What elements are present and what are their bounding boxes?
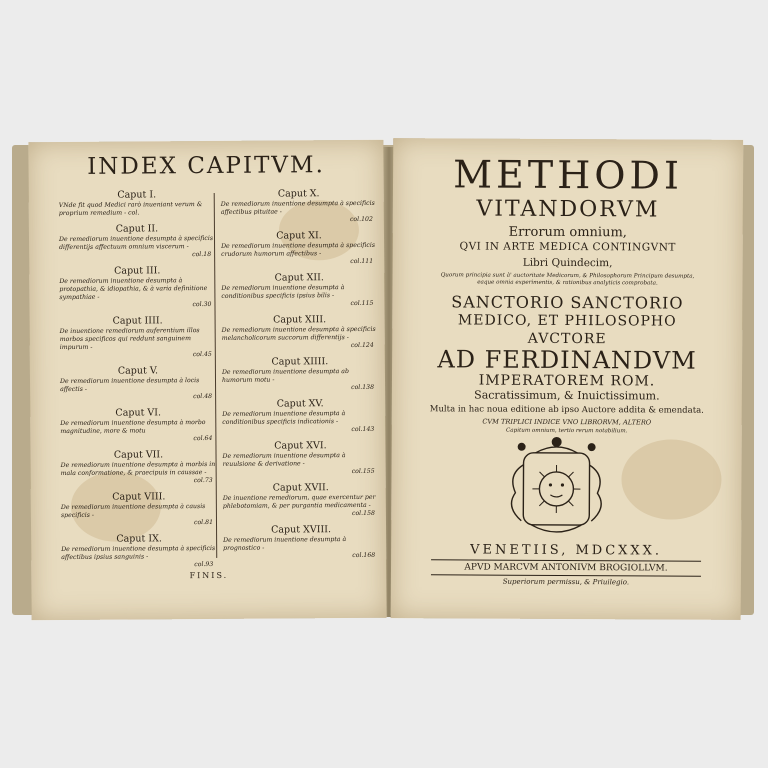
- chapter-column-ref: col.124: [350, 341, 374, 349]
- chapter-heading: Caput XVI.: [274, 440, 327, 452]
- chapter-column-ref: col.45: [192, 350, 212, 359]
- subtitle-libri: Libri Quindecim,: [522, 256, 613, 270]
- chapter-column-ref: col.102: [349, 215, 373, 224]
- chapter-heading: Caput XII.: [274, 272, 324, 284]
- chapter-heading: Caput VI.: [115, 407, 162, 419]
- chapter-column-ref: col.48: [193, 392, 213, 401]
- chapter-column-ref: col.115: [350, 299, 374, 307]
- page-stain: [621, 439, 721, 520]
- left-page-index: [28, 140, 386, 620]
- chapter-heading: Caput XIIII.: [271, 356, 329, 368]
- title-methodi: METHODI: [453, 152, 684, 198]
- chapter-entry-text: De remediorum inuentione desumpta à conditionibus specificis indicationis -: [222, 410, 346, 426]
- imprint-printer: APVD MARCVM ANTONIVM BROGIOLLVM.: [464, 562, 668, 574]
- dedication-imperatorem: IMPERATOREM ROM.: [478, 372, 656, 390]
- open-book: [12, 135, 754, 625]
- chapter-heading: Caput VIII.: [112, 491, 166, 503]
- index-note-2: Capitum omnium, tertio rerum notabilium.: [506, 427, 628, 435]
- chapter-heading: Caput II.: [115, 223, 159, 235]
- chapter-entry: [223, 452, 381, 477]
- title-vitandorum: VITANDORVM: [476, 196, 660, 223]
- subtitle-errorum: Errorum omnium,: [508, 224, 627, 241]
- chapter-entry: [222, 326, 380, 351]
- chapter-entry-text: De remediorum inuentione desumpta ab humorum motu -: [221, 368, 349, 384]
- imprint-license: Superiorum permissu, & Priuilegio.: [502, 577, 630, 587]
- chapter-heading: Caput IX.: [116, 533, 162, 545]
- chapter-entry: [59, 235, 217, 260]
- imprint-place-date: VENETIIS, MDCXXX.: [470, 542, 663, 559]
- author-title: MEDICO, ET PHILOSOPHO: [457, 312, 677, 330]
- dedication-epithets: Sacratissimum, & Inuictissimum.: [474, 388, 660, 403]
- chapter-column-ref: col.81: [193, 518, 214, 527]
- index-note: CVM TRIPLICI INDICE VNO LIBRORVM, ALTERO: [482, 417, 652, 427]
- chapter-entry: [60, 327, 218, 360]
- chapter-entry: [60, 377, 218, 402]
- chapter-entry: [223, 536, 381, 561]
- chapter-column-ref: col.30: [192, 300, 212, 309]
- chapter-heading: Caput XVII.: [272, 482, 329, 494]
- chapter-entry-text: De remediorum inuentione desumpta à reuulsione & derivatione -: [222, 452, 346, 468]
- chapter-column-ref: col.64: [193, 434, 213, 443]
- chapter-column-ref: [59, 217, 211, 218]
- index-column-right: [219, 184, 382, 567]
- chapter-entry-text: De inuentione remediorum, quae exercentur per phlebotomiam, & per purgantia medicamenta -: [222, 493, 376, 510]
- chapter-entry: [222, 410, 380, 435]
- right-page-title: [391, 138, 744, 620]
- chapter-heading: Caput V.: [117, 365, 159, 377]
- chapter-column-ref: col.168: [352, 551, 376, 559]
- chapter-entry-text: De remediorum inuentione desumpta à conditionibus specificis ipsius bilis -: [221, 284, 345, 300]
- chapter-entry: [222, 368, 380, 393]
- edition-note: Multa in hac noua editione ab ipso Auctore addita & emendata.: [429, 404, 704, 416]
- chapter-entry: [61, 503, 219, 528]
- chapter-entry-text: De remediorum inuentione desumpta à morbis in mala conformatione, & praecipuis in caussae -: [60, 460, 216, 478]
- chapter-entry-text: De remediorum inuentione desumpta à specificis crudorum humorum affectibus -: [221, 241, 376, 258]
- chapter-entry-text: De inuentione remediorum auferentium illos morbos specificos qui reddunt sanguinem impurum -: [59, 327, 200, 352]
- imprint-rule-bottom: [431, 574, 701, 576]
- chapter-column-ref: col.143: [351, 425, 375, 433]
- chapter-heading: Caput X.: [277, 188, 320, 200]
- chapter-entry: [221, 242, 379, 267]
- chapter-heading: Caput XIII.: [273, 314, 327, 326]
- finis-label: FINIS.: [189, 570, 229, 581]
- chapter-entry-text: De remediorum inuentione desumpta à prognostico -: [223, 536, 347, 552]
- chapter-column-ref: col.158: [351, 509, 375, 517]
- chapter-heading: Caput XI.: [276, 230, 322, 242]
- chapter-column-ref: col.93: [194, 560, 214, 569]
- chapter-heading: Caput III.: [114, 265, 161, 277]
- chapter-column-ref: col.111: [350, 257, 374, 266]
- index-column-left: [57, 185, 220, 576]
- note-principia: Quorum principia sunt à' auctoritate Medicorum, & Philosophorum Principum desumpta,: [440, 272, 695, 280]
- chapter-entry-text: De remediorum inuentione desumpta à protopathia, & idiopathia, & à varia definitione sympathiae -: [59, 277, 208, 302]
- dedication-ferdinandum: AD FERDINANDVM: [437, 345, 697, 375]
- chapter-entry: [60, 419, 218, 444]
- chapter-entry: [221, 284, 379, 309]
- chapter-entry: [61, 545, 219, 570]
- note-comprobata: eaque omnia experimentis, & rationibus analyticis comprobata.: [477, 279, 658, 287]
- chapter-heading: Caput IIII.: [112, 315, 163, 327]
- chapter-heading: Caput VII.: [113, 449, 164, 461]
- chapter-entry: [59, 277, 217, 310]
- printer-device-emblem: [501, 435, 612, 540]
- chapter-entry: [59, 201, 217, 218]
- imprint-rule-top: [431, 559, 701, 561]
- author-name: SANCTORIO SANCTORIO: [451, 292, 684, 313]
- chapter-heading: Caput XVIII.: [271, 524, 332, 536]
- chapter-entry-text: De remediorum inuentione desumpta à morbo magnitudine, more & motu: [60, 419, 206, 436]
- chapter-entry-text: De remediorum inuentione desumpta à specificis melancholicorum succorum differentijs -: [221, 325, 376, 342]
- index-title: INDEX CAPITVM.: [87, 152, 325, 180]
- chapter-entry-text: De remediorum inuentione desumpta à specificis affectibus ipsius sanguinis -: [61, 544, 216, 562]
- subtitle-arte-medica: QVI IN ARTE MEDICA CONTINGVNT: [459, 240, 676, 254]
- auctore-label: AVCTORE: [527, 330, 607, 348]
- chapter-column-ref: col.155: [351, 467, 375, 475]
- chapter-column-ref: col.18: [192, 250, 212, 259]
- chapter-entry: [61, 461, 219, 486]
- chapter-column-ref: col.138: [351, 383, 375, 391]
- chapter-entry: [223, 494, 381, 519]
- chapter-entry-text: VNde fit quod Medici rarò inueniant verum & proprium remedium - col.: [58, 201, 203, 218]
- chapter-heading: Caput I.: [117, 189, 157, 201]
- chapter-column-ref: col.73: [193, 476, 213, 485]
- chapter-entry: [221, 200, 379, 225]
- chapter-entry-text: De remediorum inuentione desumpta à specificis affectibus pituitae -: [220, 199, 375, 216]
- chapter-entry-text: De remediorum inuentione desumpta à locis affectis -: [59, 377, 200, 394]
- chapter-entry-text: De remediorum inuentione desumpta à causis specificis -: [60, 503, 206, 520]
- chapter-heading: Caput XV.: [276, 398, 324, 410]
- chapter-entry-text: De remediorum inuentione desumpta à specificis differentijs affectuum omnium viscerum -: [58, 234, 214, 252]
